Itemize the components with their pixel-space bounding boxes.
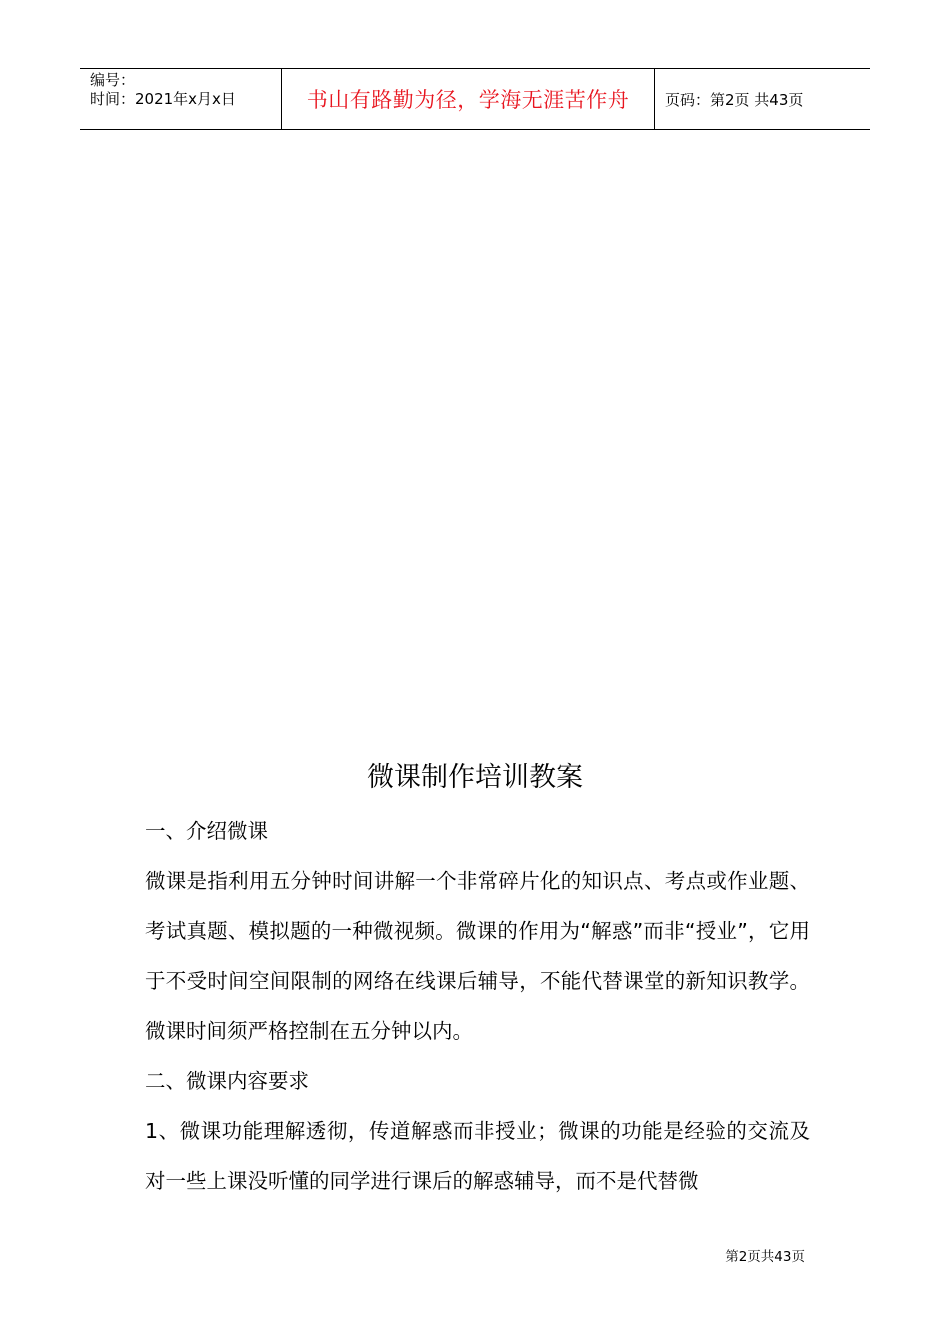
header-meta-cell <box>80 69 282 129</box>
header-page-number: 页码：第2页 共43页 <box>665 90 804 109</box>
header-motto-cell <box>282 69 655 129</box>
section2-heading: 二、微课内容要求 <box>145 1069 309 1093</box>
page-footer: 第2页共43页 <box>725 1249 805 1265</box>
document-title: 微课制作培训教案 <box>367 762 583 793</box>
section1-paragraph: 微课是指利用五分钟时间讲解一个非常碎片化的知识点、考点或作业题、考试真题、模拟题的一种微视频。微课的作用为“解惑”而非“授业”，它用于不受时间空间限制的网络在线课后辅导，不能代替课堂的新知识教学。微课时间须严格控制在五分钟以内。 <box>145 869 810 1043</box>
document-body <box>145 806 810 1206</box>
section2-item1: 1、微课功能理解透彻，传道解惑而非授业；微课的功能是经验的交流及对一些上课没听懂的同学进行课后的解惑辅导，而不是代替微 <box>145 1119 810 1193</box>
section1-heading: 一、介绍微课 <box>145 819 268 843</box>
header-motto: 书山有路勤为径，学海无涯苦作舟 <box>306 88 630 112</box>
header-page-cell <box>655 69 870 129</box>
serial-number-label: 编号： <box>90 71 136 89</box>
page-header <box>80 68 870 130</box>
date-label: 时间：2021年x月x日 <box>90 90 236 108</box>
